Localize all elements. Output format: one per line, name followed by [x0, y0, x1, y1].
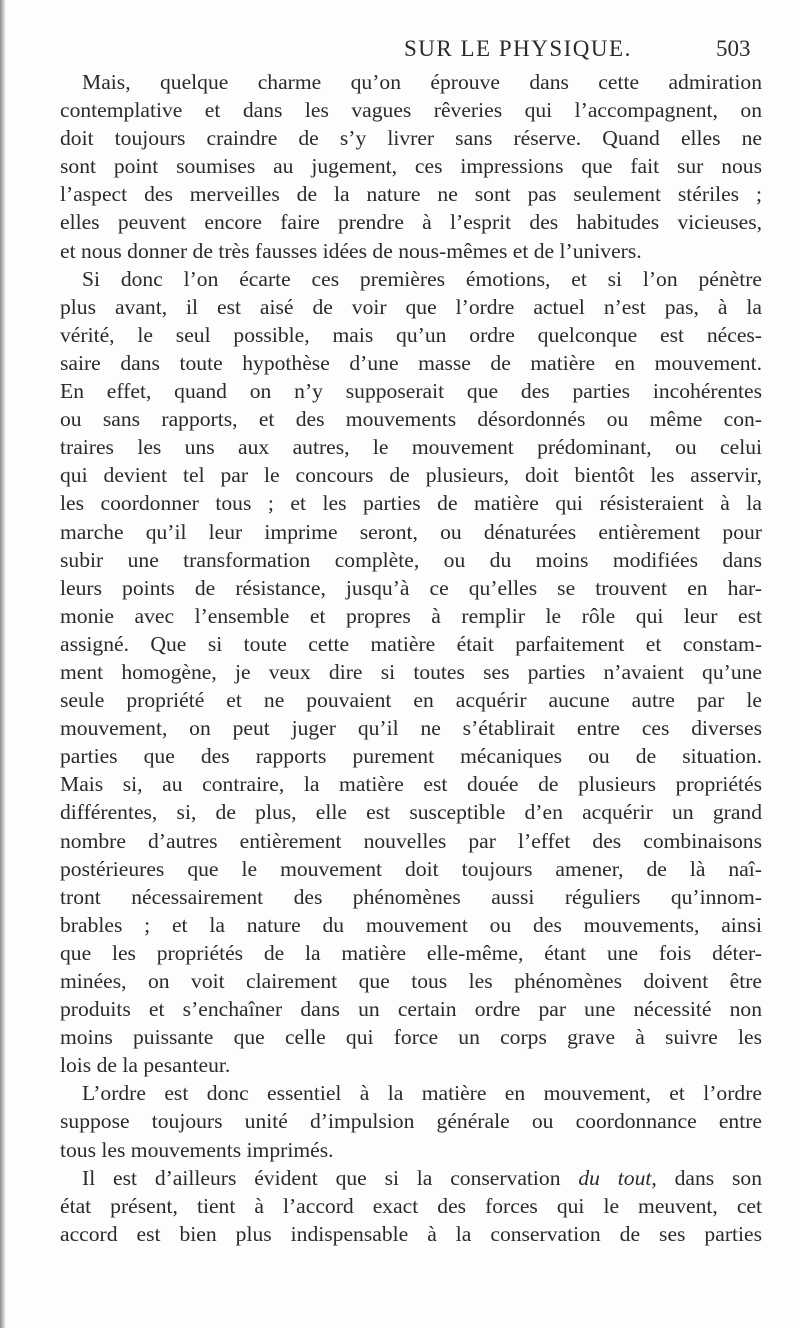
text-line: traires les uns aux autres, le mouvement prédominant, ou celui	[60, 435, 762, 460]
text-segment: , dans son	[651, 1165, 762, 1190]
text-line: Si donc l’on écarte ces premières émotions, et si l’on pénètre	[82, 266, 762, 291]
text-line: doit toujours craindre de s’y livrer sans réserve. Quand elles ne	[60, 126, 762, 151]
text-line: contemplative et dans les vagues rêveries qui l’accompagnent, on	[60, 98, 762, 123]
text-line: plus avant, il est aisé de voir que l’ordre actuel n’est pas, à la	[60, 294, 762, 319]
text-line: lois de la pesanteur.	[60, 1053, 231, 1078]
text-line: différentes, si, de plus, elle est susceptible d’en acquérir un grand	[60, 800, 762, 825]
text-line: accord est bien plus indispensable à la conservation de ses parties	[60, 1221, 762, 1246]
text-line: seule propriété et ne pouvaient en acquérir aucune autre par le	[60, 688, 762, 713]
text-line	[60, 1164, 762, 1192]
page-number: 503	[716, 36, 751, 61]
text-line: monie avec l’ensemble et propres à remplir le rôle qui leur est	[60, 603, 762, 628]
page-binding-shadow	[0, 0, 6, 1328]
text-line: ment homogène, je veux dire si toutes ses parties n’avaient qu’une	[60, 659, 762, 684]
text-line: les coordonner tous ; et les parties de matière qui résisteraient à la	[60, 491, 762, 516]
text-line: ou sans rapports, et des mouvements désordonnés ou même con-	[60, 407, 762, 432]
text-line: leurs points de résistance, jusqu’à ce qu’elles se trouvent en har-	[60, 575, 762, 600]
text-line: vérité, le seul possible, mais qu’un ordre quelconque est néces-	[60, 322, 762, 347]
text-line: parties que des rapports purement mécaniques ou de situation.	[60, 744, 762, 769]
text-line: postérieures que le mouvement doit toujours amener, de là naî-	[60, 856, 762, 881]
text-line: sont point soumises au jugement, ces impressions que fait sur nous	[60, 154, 762, 179]
text-segment: Il est d’ailleurs évident que si la conservation	[82, 1165, 579, 1190]
text-line: minées, on voit clairement que tous les phénomènes doivent être	[60, 969, 762, 993]
text-line: qui devient tel par le concours de plusieurs, doit bientôt les asservir,	[60, 463, 762, 488]
text-line: suppose toujours unité d’impulsion générale ou coordonnance entre	[60, 1109, 762, 1134]
text-line: état présent, tient à l’accord exact des forces qui le meuvent, cet	[60, 1193, 762, 1218]
text-line: L’ordre est donc essentiel à la matière en mouvement, et l’ordre	[82, 1081, 762, 1106]
body-text	[60, 68, 762, 1248]
text-line: l’aspect des merveilles de la nature ne sont pas seulement stériles ;	[60, 182, 762, 207]
text-line: produits et s’enchaîner dans un certain ordre par une nécessité non	[60, 997, 762, 1022]
text-line: En effet, quand on n’y supposerait que des parties incohérentes	[60, 379, 762, 404]
page-header	[0, 36, 800, 66]
text-line: assigné. Que si toute cette matière était parfaitement et constam-	[60, 631, 762, 656]
text-line: mouvement, on peut juger qu’il ne s’établirait entre ces diverses	[60, 716, 762, 741]
text-line: subir une transformation complète, ou du moins modifiées dans	[60, 547, 762, 572]
text-line: saire dans toute hypothèse d’une masse de matière en mouvement.	[60, 350, 762, 375]
text-line: et nous donner de très fausses idées de nous-mêmes et de l’univers.	[60, 238, 642, 263]
text-line: tront nécessairement des phénomènes aussi réguliers qu’innom-	[60, 884, 762, 909]
text-line: Mais, quelque charme qu’on éprouve dans cette admiration	[82, 70, 762, 94]
text-line: brables ; et la nature du mouvement ou des mouvements, ainsi	[60, 912, 762, 937]
text-line: moins puissante que celle qui force un corps grave à suivre les	[60, 1025, 762, 1050]
italic-phrase: du tout	[578, 1165, 652, 1190]
text-line: elles peuvent encore faire prendre à l’esprit des habitudes vicieuses,	[60, 210, 762, 235]
running-head: SUR LE PHYSIQUE.	[404, 36, 632, 61]
text-line: marche qu’il leur imprime seront, ou dénaturées entièrement pour	[60, 519, 762, 544]
text-line: tous les mouvements imprimés.	[60, 1137, 334, 1162]
text-line: que les propriétés de la matière elle-même, étant une fois déter-	[60, 940, 762, 965]
text-line: Mais si, au contraire, la matière est douée de plusieurs propriétés	[60, 772, 762, 797]
text-line: nombre d’autres entièrement nouvelles par l’effet des combinaisons	[60, 828, 762, 853]
